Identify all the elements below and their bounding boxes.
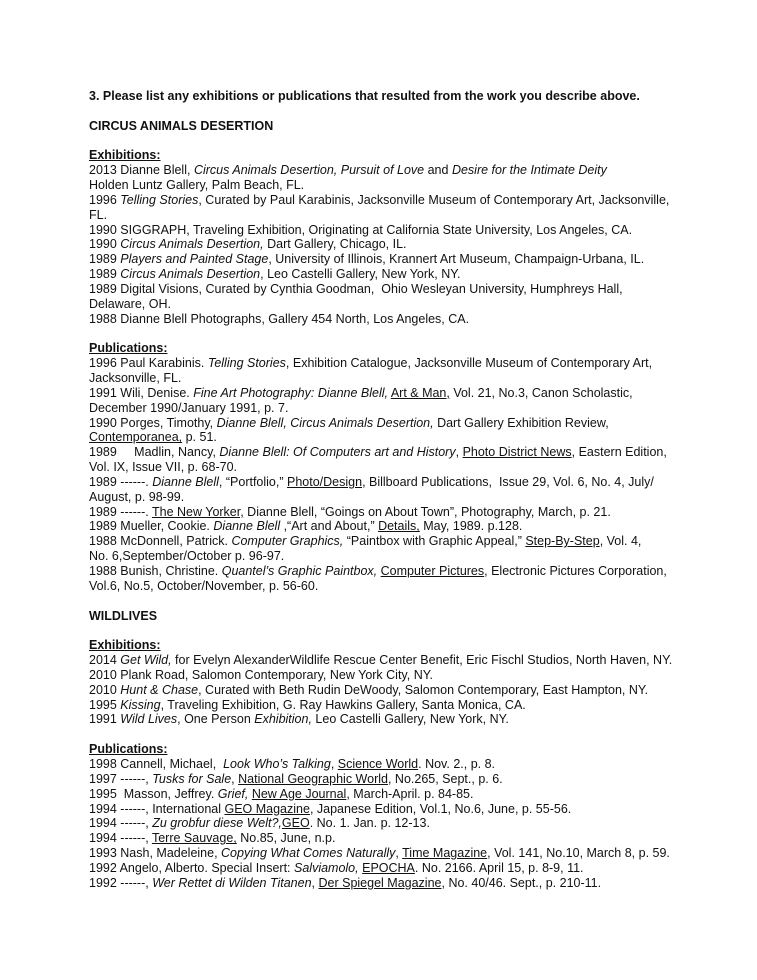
work-title: Computer Graphics, bbox=[231, 534, 344, 549]
entry-text: 1995 bbox=[89, 697, 121, 712]
entry-text: , bbox=[395, 846, 403, 861]
entry-line bbox=[89, 579, 689, 594]
entry-line bbox=[89, 861, 689, 876]
publication-title: Der Spiegel Magazine, bbox=[318, 875, 445, 890]
work-title: Circus Animals Desertion, bbox=[120, 237, 264, 252]
entry-line bbox=[89, 683, 689, 698]
entry-text: 1991 Wili, Denise. bbox=[89, 385, 194, 400]
entry-text: “Paintbox with Graphic Appeal,” bbox=[343, 534, 526, 549]
entry-text: , No.265, Sept., p. 6. bbox=[387, 771, 503, 786]
exhibitions-heading: Exhibitions: bbox=[89, 148, 161, 163]
work-title: Players and Painted Stage bbox=[120, 252, 269, 267]
entry-text: . No. 2166. April 15, p. 8-9, 11. bbox=[414, 860, 584, 875]
entry-line bbox=[89, 297, 689, 312]
entry-text: p. 51. bbox=[182, 430, 217, 445]
work-title: Look Who’s Talking bbox=[223, 756, 331, 771]
work-title: Desire for the Intimate Deity bbox=[451, 163, 607, 178]
entry-line bbox=[89, 816, 689, 831]
work-title: Quantel’s Graphic Paintbox, bbox=[221, 564, 378, 578]
entry-text: 1989 Mueller, Cookie. bbox=[89, 519, 214, 534]
work-title: Salviamolo, bbox=[294, 860, 359, 875]
work-title: Zu grobfur diese Welt?, bbox=[152, 816, 282, 831]
entry-line bbox=[89, 312, 689, 327]
entry-line bbox=[89, 267, 689, 282]
entry-line bbox=[89, 252, 689, 267]
entry-text: , Japanese Edition, Vol.1, No.6, June, p. 55-56. bbox=[309, 801, 572, 816]
entry-text: No. 6,September/October p. 96-97. bbox=[89, 549, 285, 564]
entry-text: December 1990/January 1991, p. 7. bbox=[89, 400, 289, 415]
document-page bbox=[89, 89, 689, 891]
entry-text: No.85, June, n.p. bbox=[236, 831, 336, 846]
entry-text: , bbox=[231, 771, 239, 786]
entry-text: May, 1989. p.128. bbox=[419, 519, 523, 534]
entry-line bbox=[89, 460, 689, 475]
work-title: Dianne Blell: Of Computers art and History bbox=[219, 445, 456, 460]
entry-text: , Exhibition Catalogue, Jacksonville Museum of Contemporary Art, bbox=[285, 356, 653, 371]
entry-text: August, p. 98-99. bbox=[89, 489, 185, 504]
work-title: Get Wild, bbox=[120, 653, 172, 668]
entry-line bbox=[89, 757, 689, 772]
entry-text: 1993 Nash, Madeleine, bbox=[89, 846, 222, 861]
entry-line bbox=[89, 208, 689, 223]
entry-line bbox=[89, 772, 689, 787]
entry-line bbox=[89, 831, 689, 846]
entry-text: Dart Gallery Exhibition Review, bbox=[433, 415, 609, 430]
entry-text: 1994 ------, bbox=[89, 831, 152, 846]
entry-line bbox=[89, 846, 689, 861]
entry-text: Dianne Blell, “Goings on About Town”, Photography, March, p. 21. bbox=[243, 504, 611, 519]
publication-title: Step-By-Step bbox=[525, 534, 600, 549]
work-title: Dianne Blell bbox=[152, 474, 219, 489]
entry-text: Vol.6, No.5, October/November, p. 56-60. bbox=[89, 578, 319, 593]
work-title: Circus Animals Desertion bbox=[120, 267, 261, 282]
entry-text: 1989 Digital Visions, Curated by Cynthia Goodman, Ohio Wesleyan University, Humphreys Hall, bbox=[89, 281, 623, 296]
entry-text: for Evelyn AlexanderWildlife Rescue Center Benefit, Eric Fischl Studios, North Haven, NY. bbox=[171, 653, 673, 668]
entry-line bbox=[89, 505, 689, 520]
entry-text: , University of Illinois, Krannert Art Museum, Champaign-Urbana, IL. bbox=[268, 252, 645, 267]
entry-text: 1992 Angelo, Alberto. Special Insert: bbox=[89, 860, 294, 875]
work-title: Dianne Blell bbox=[213, 519, 281, 534]
entry-line bbox=[89, 356, 689, 371]
work-title: Wild Lives bbox=[120, 712, 178, 727]
entry-text: , Vol. 141, No.10, March 8, p. 59. bbox=[487, 846, 670, 861]
entry-text: 1989 bbox=[89, 252, 121, 267]
exhibitions-list bbox=[89, 653, 689, 727]
entry-line bbox=[89, 401, 689, 416]
entry-text: . No. 1. Jan. p. 12-13. bbox=[309, 816, 430, 831]
entry-text: 1990 bbox=[89, 237, 121, 252]
entry-text: , Curated by Paul Karabinis, Jacksonville Museum of Contemporary Art, Jacksonville, bbox=[198, 192, 670, 207]
entry-text: Leo Castelli Gallery, New York, NY. bbox=[311, 712, 509, 727]
entry-line bbox=[89, 490, 689, 505]
publication-title: New Age Journal bbox=[251, 786, 347, 801]
work-title: Kissing bbox=[120, 697, 161, 712]
publication-title: EPOCHA bbox=[362, 860, 415, 875]
entry-line bbox=[89, 193, 689, 208]
publication-title: Art & Man, bbox=[390, 385, 450, 400]
entry-text: 2014 bbox=[89, 653, 121, 668]
entry-text: Dart Gallery, Chicago, IL. bbox=[263, 237, 407, 252]
entry-text: 1989 ------. bbox=[89, 504, 152, 519]
section-title: WILDLIVES bbox=[89, 608, 158, 623]
entry-text: 2010 bbox=[89, 682, 121, 697]
entry-text: 1989 Madlin, Nancy, bbox=[89, 445, 220, 460]
entry-text: . Nov. 2., p. 8. bbox=[418, 756, 496, 771]
entry-line bbox=[89, 416, 689, 431]
entry-line bbox=[89, 698, 689, 713]
entry-text: 1991 bbox=[89, 712, 121, 727]
publications-list bbox=[89, 757, 689, 891]
entry-text: ,“Art and About,” bbox=[280, 519, 379, 534]
publication-title: The New Yorker, bbox=[151, 504, 244, 519]
entry-text: 2010 Plank Road, Salomon Contemporary, New York City, NY. bbox=[89, 667, 433, 682]
entry-text: 1992 ------, bbox=[89, 875, 153, 890]
entry-text: 1996 Paul Karabinis. bbox=[89, 356, 208, 371]
entry-line bbox=[89, 787, 689, 802]
work-title: Fine Art Photography: Dianne Blell, bbox=[193, 385, 389, 400]
entry-text: 1990 Porges, Timothy, bbox=[89, 415, 217, 430]
entry-line bbox=[89, 223, 689, 238]
entry-text: , Leo Castelli Gallery, New York, NY. bbox=[260, 267, 461, 282]
entry-text: , bbox=[455, 445, 463, 460]
entry-line bbox=[89, 712, 689, 727]
publication-title: Photo District News bbox=[462, 445, 572, 460]
publication-title: Details, bbox=[378, 519, 420, 534]
publication-title: Contemporanea, bbox=[89, 430, 183, 445]
entry-text: , Curated with Beth Rudin DeWoody, Salomon Contemporary, East Hampton, NY. bbox=[198, 682, 649, 697]
entry-text: 1989 bbox=[89, 267, 121, 282]
entry-line bbox=[89, 564, 689, 579]
publication-title: GEO bbox=[281, 816, 310, 831]
entry-text: 1994 ------, bbox=[89, 816, 153, 831]
entry-line bbox=[89, 445, 689, 460]
entry-text: 1996 bbox=[89, 192, 121, 207]
publication-title: Computer Pictures bbox=[380, 564, 485, 578]
entry-text: FL. bbox=[89, 207, 108, 222]
entry-text: 1989 ------. bbox=[89, 474, 153, 489]
entry-text: Vol. IX, Issue VII, p. 68-70. bbox=[89, 460, 237, 475]
publications-list bbox=[89, 356, 689, 594]
entry-text: Holden Luntz Gallery, Palm Beach, FL. bbox=[89, 178, 305, 193]
publication-title: Terre Sauvage, bbox=[151, 831, 237, 846]
entry-text: , “Portfolio,” bbox=[218, 474, 287, 489]
entry-line bbox=[89, 237, 689, 252]
entry-text: 1990 SIGGRAPH, Traveling Exhibition, Originating at California State University, Los Angeles, CA. bbox=[89, 222, 633, 237]
publication-title: GEO Magazine bbox=[224, 801, 310, 816]
work-title: Wer Rettet di Wilden Titanen bbox=[152, 875, 312, 890]
entry-text: , bbox=[311, 875, 319, 890]
work-title: Copying What Comes Naturally bbox=[221, 846, 396, 861]
entry-text: and bbox=[424, 163, 452, 178]
publications-heading: Publications: bbox=[89, 341, 168, 356]
entry-text: 1994 ------, International bbox=[89, 801, 225, 816]
entry-text: , March-April. p. 84-85. bbox=[346, 786, 474, 801]
publication-title: Photo/Design bbox=[287, 474, 363, 489]
work-title: Hunt & Chase bbox=[120, 682, 199, 697]
entry-text: Delaware, OH. bbox=[89, 296, 171, 311]
entry-line bbox=[89, 668, 689, 683]
publication-title: National Geographic World bbox=[238, 771, 388, 786]
question-heading: 3. Please list any exhibitions or publications that resulted from the work you describe above. bbox=[89, 89, 640, 103]
entry-line bbox=[89, 534, 689, 549]
work-title: Telling Stories bbox=[120, 192, 199, 207]
publications-heading: Publications: bbox=[89, 742, 168, 757]
entry-line bbox=[89, 386, 689, 401]
entry-text: 1997 ------, bbox=[89, 771, 153, 786]
entry-text: , One Person bbox=[177, 712, 255, 727]
entry-text: 1995 Masson, Jeffrey. bbox=[89, 786, 218, 801]
entry-text: 1998 Cannell, Michael, bbox=[89, 756, 224, 771]
work-title: Circus Animals Desertion, Pursuit of Love bbox=[193, 163, 425, 178]
entry-line bbox=[89, 519, 689, 534]
entry-text: 2013 Dianne Blell, bbox=[89, 163, 194, 178]
work-title: Exhibition, bbox=[254, 712, 312, 727]
entry-line bbox=[89, 163, 689, 178]
work-title: Grief, bbox=[217, 786, 249, 801]
entry-text: Vol. 21, No.3, Canon Scholastic, bbox=[449, 385, 633, 400]
entry-text: , Electronic Pictures Corporation, bbox=[484, 564, 667, 578]
exhibitions-list bbox=[89, 163, 689, 326]
entry-text: 1988 Bunish, Christine. bbox=[89, 564, 222, 578]
entry-line bbox=[89, 653, 689, 668]
work-title: Dianne Blell, Circus Animals Desertion, bbox=[216, 415, 434, 430]
entry-line bbox=[89, 430, 689, 445]
publication-title: Science World bbox=[337, 756, 419, 771]
entry-line bbox=[89, 475, 689, 490]
entry-text: 1988 McDonnell, Patrick. bbox=[89, 534, 232, 549]
entry-text: , Eastern Edition, bbox=[571, 445, 667, 460]
entry-line bbox=[89, 371, 689, 386]
entry-text: , bbox=[330, 756, 338, 771]
entry-line bbox=[89, 876, 689, 891]
entry-line bbox=[89, 549, 689, 564]
entry-line bbox=[89, 282, 689, 297]
work-title: Tusks for Sale bbox=[152, 771, 232, 786]
entry-text: , Vol. 4, bbox=[599, 534, 642, 549]
entry-text: No. 40/46. Sept., p. 210-11. bbox=[444, 875, 602, 890]
section-title: CIRCUS ANIMALS DESERTION bbox=[89, 118, 274, 133]
entry-text: , Traveling Exhibition, G. Ray Hawkins Gallery, Santa Monica, CA. bbox=[160, 697, 526, 712]
entry-line bbox=[89, 178, 689, 193]
entry-text: Jacksonville, FL. bbox=[89, 371, 182, 386]
entry-line bbox=[89, 802, 689, 817]
entry-text: 1988 Dianne Blell Photographs, Gallery 454 North, Los Angeles, CA. bbox=[89, 311, 470, 326]
work-title: Telling Stories bbox=[207, 356, 286, 371]
publication-title: Time Magazine bbox=[402, 846, 488, 861]
exhibitions-heading: Exhibitions: bbox=[89, 638, 161, 653]
entry-text: , Billboard Publications, Issue 29, Vol. 6, No. 4, July/ bbox=[362, 474, 654, 489]
